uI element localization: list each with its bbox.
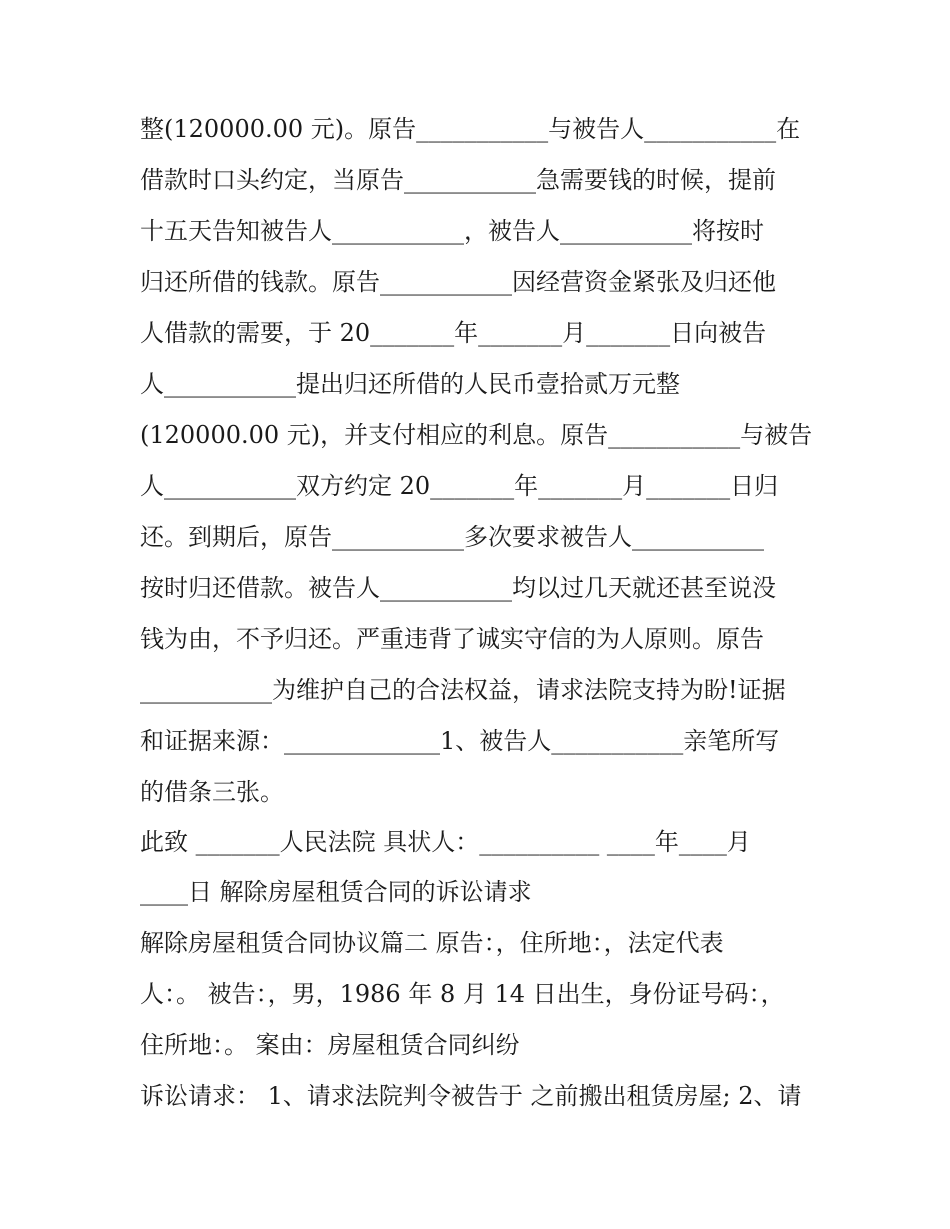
text-line-4: 归还所借的钱款。原告___________因经营资金紧张及归还他: [140, 268, 776, 296]
text-line-20: 诉讼请求： 1、请求法院判令被告于 之前搬出租赁房屋; 2、请: [140, 1082, 802, 1110]
text-line-2: 借款时口头约定，当原告___________急需要钱的时候，提前: [140, 166, 776, 194]
text-line-11: 钱为由，不予归还。严重违背了诚实守信的为人原则。原告: [140, 625, 764, 653]
text-line-10: 按时归还借款。被告人___________均以过几天就还甚至说没: [140, 574, 776, 602]
text-line-17: 解除房屋租赁合同协议篇二 原告：，住所地：，法定代表: [140, 929, 724, 957]
text-line-16: ____日 解除房屋租赁合同的诉讼请求: [140, 878, 532, 906]
text-line-14: 的借条三张。: [140, 778, 284, 806]
text-line-3: 十五天告知被告人___________，被告人___________将按时: [140, 217, 764, 245]
text-line-6: 人___________提出归还所借的人民币壹拾贰万元整: [140, 370, 680, 398]
text-line-15: 此致 _______人民法院 具状人：__________ ____年____月: [140, 828, 751, 856]
text-line-18: 人：。 被告：，男，1986 年 8 月 14 日出生，身份证号码：，: [140, 980, 785, 1008]
text-line-19: 住所地：。 案由：房屋租赁合同纠纷: [140, 1031, 520, 1059]
text-line-1: 整(120000.00 元)。原告___________与被告人___________在: [140, 115, 801, 143]
text-line-9: 还。到期后，原告___________多次要求被告人___________: [140, 523, 764, 551]
text-line-12: ___________为维护自己的合法权益，请求法院支持为盼!证据: [140, 676, 786, 704]
text-line-8: 人___________双方约定 20_______年_______月_______日归: [140, 472, 779, 500]
text-line-13: 和证据来源：_____________1、被告人___________亲笔所写: [140, 727, 780, 755]
text-line-7: (120000.00 元)，并支付相应的利息。原告___________与被告: [140, 421, 813, 449]
text-line-5: 人借款的需要，于 20_______年_______月_______日向被告: [140, 319, 767, 347]
